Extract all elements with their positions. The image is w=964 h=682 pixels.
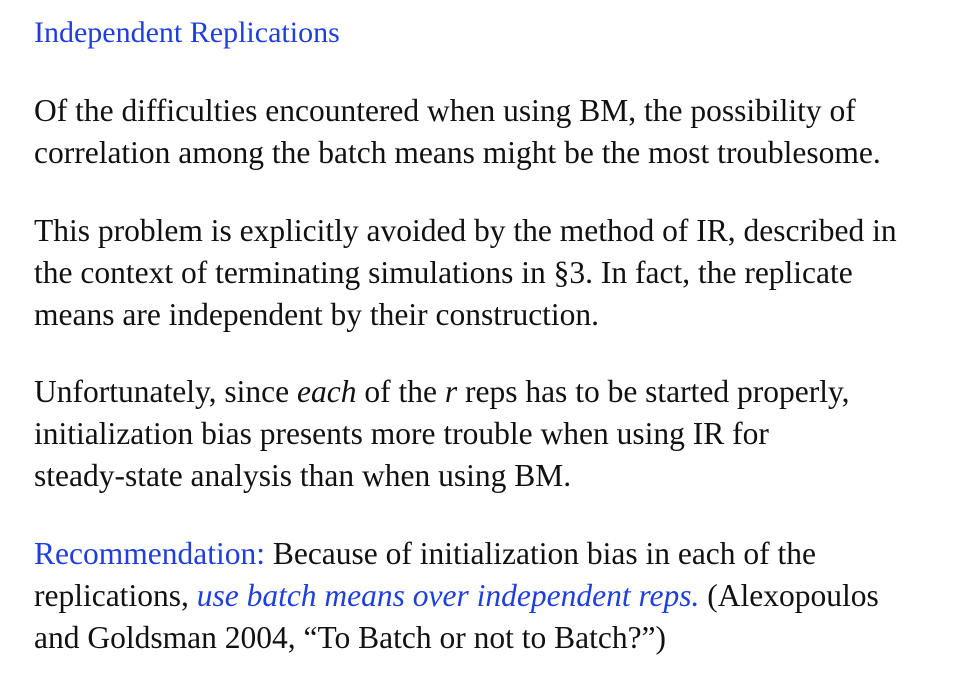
citation-line: and Goldsman 2004, “To Batch or not to Batch?”): [34, 620, 667, 655]
paragraph-recommendation: [34, 533, 954, 659]
paragraph-bm-difficulties: [34, 90, 954, 174]
math-variable-r: r: [444, 374, 458, 409]
text-line: [34, 371, 954, 413]
emphasis-each: each: [297, 374, 357, 409]
text-line: This problem is explicitly avoided by the method of IR, described in: [34, 213, 897, 248]
text-run: Unfortunately, since: [34, 374, 297, 409]
text-line: Of the difficulties encountered when using BM, the possibility of: [34, 93, 856, 128]
recommendation-label: Recommendation:: [34, 536, 265, 571]
text-line: means are independent by their construction.: [34, 297, 600, 332]
text-run: replications,: [34, 578, 197, 613]
text-line: steady-state analysis than when using BM.: [34, 458, 572, 493]
text-run: of the: [356, 374, 445, 409]
text-run: (Alexopoulos: [699, 578, 879, 613]
text-line: initialization bias presents more trouble when using IR for: [34, 416, 769, 451]
text-line: [34, 575, 954, 617]
recommendation-emphasis: use batch means over independent reps.: [196, 578, 700, 613]
slide-title: Independent Replications: [34, 16, 340, 49]
text-line: correlation among the batch means might be the most troublesome.: [34, 135, 881, 170]
paragraph-ir-method: [34, 210, 954, 336]
text-run: Because of initialization bias in each of the: [264, 536, 817, 571]
text-line: the context of terminating simulations in §3. In fact, the replicate: [34, 255, 853, 290]
text-line: [34, 533, 954, 575]
paragraph-initialization-bias: [34, 371, 954, 497]
text-run: reps has to be started properly,: [457, 374, 850, 409]
